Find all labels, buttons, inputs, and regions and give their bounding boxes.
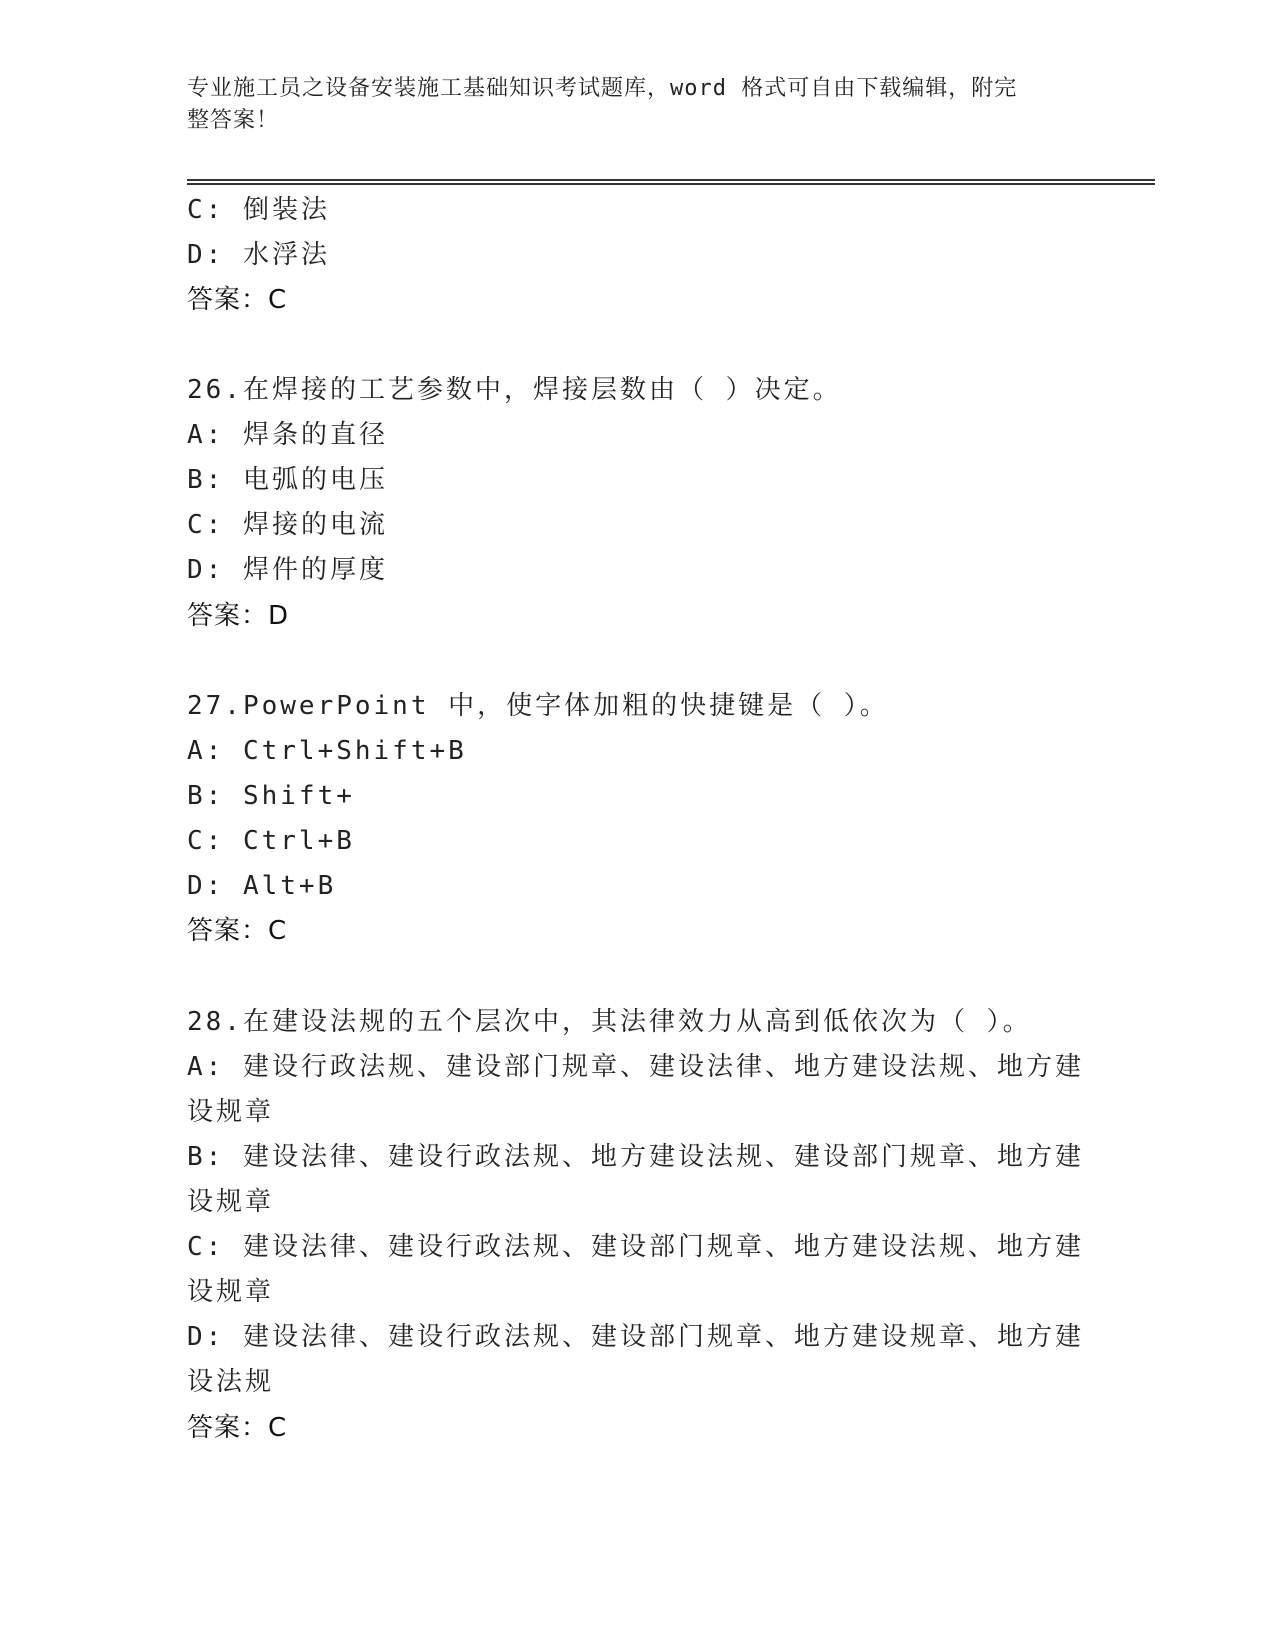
q28-option-d-line-2: 设法规 <box>187 1367 275 1397</box>
prev-option-c: C: 倒装法 <box>187 195 330 225</box>
q26-option-a: A: 焊条的直径 <box>187 420 388 450</box>
q27-option-d: D: Alt+B <box>187 871 337 901</box>
q28-option-b-line-2: 设规章 <box>187 1187 275 1217</box>
q26-option-c: C: 焊接的电流 <box>187 510 388 540</box>
prev-option-d: D: 水浮法 <box>187 240 330 270</box>
q26-answer: 答案：D <box>187 601 290 631</box>
q27-option-c: C: Ctrl+B <box>187 826 355 856</box>
q26-option-b: B: 电弧的电压 <box>187 465 388 495</box>
header-divider-bottom <box>187 183 1155 185</box>
q27-option-b: B: Shift+ <box>187 781 355 811</box>
q28-option-b-line-1: B: 建设法律、建设行政法规、地方建设法规、建设部门规章、地方建 <box>187 1142 1084 1172</box>
q27-stem: 27.PowerPoint 中，使字体加粗的快捷键是（ ）。 <box>187 691 889 721</box>
q28-option-c-line-2: 设规章 <box>187 1277 275 1307</box>
header-divider-top <box>187 179 1155 181</box>
q28-answer: 答案：C <box>187 1413 288 1443</box>
q28-option-a-line-2: 设规章 <box>187 1097 275 1127</box>
document-header <box>187 73 1067 137</box>
q26-option-d: D: 焊件的厚度 <box>187 555 388 585</box>
q28-option-d-line-1: D: 建设法律、建设行政法规、建设部门规章、地方建设规章、地方建 <box>187 1322 1084 1352</box>
q27-answer: 答案：C <box>187 916 288 946</box>
header-line-2: 整答案！ <box>187 108 280 133</box>
q28-option-a-line-1: A: 建设行政法规、建设部门规章、建设法律、地方建设法规、地方建 <box>187 1052 1084 1082</box>
q26-stem: 26.在焊接的工艺参数中，焊接层数由（ ）决定。 <box>187 375 842 405</box>
q28-option-c-line-1: C: 建设法律、建设行政法规、建设部门规章、地方建设法规、地方建 <box>187 1232 1084 1262</box>
q28-stem: 28.在建设法规的五个层次中，其法律效力从高到低依次为（ ）。 <box>187 1007 1032 1037</box>
prev-answer: 答案：C <box>187 285 288 315</box>
header-line-1: 专业施工员之设备安装施工基础知识考试题库，word 格式可自由下载编辑，附完 <box>187 76 1018 101</box>
q27-option-a: A: Ctrl+Shift+B <box>187 736 467 766</box>
